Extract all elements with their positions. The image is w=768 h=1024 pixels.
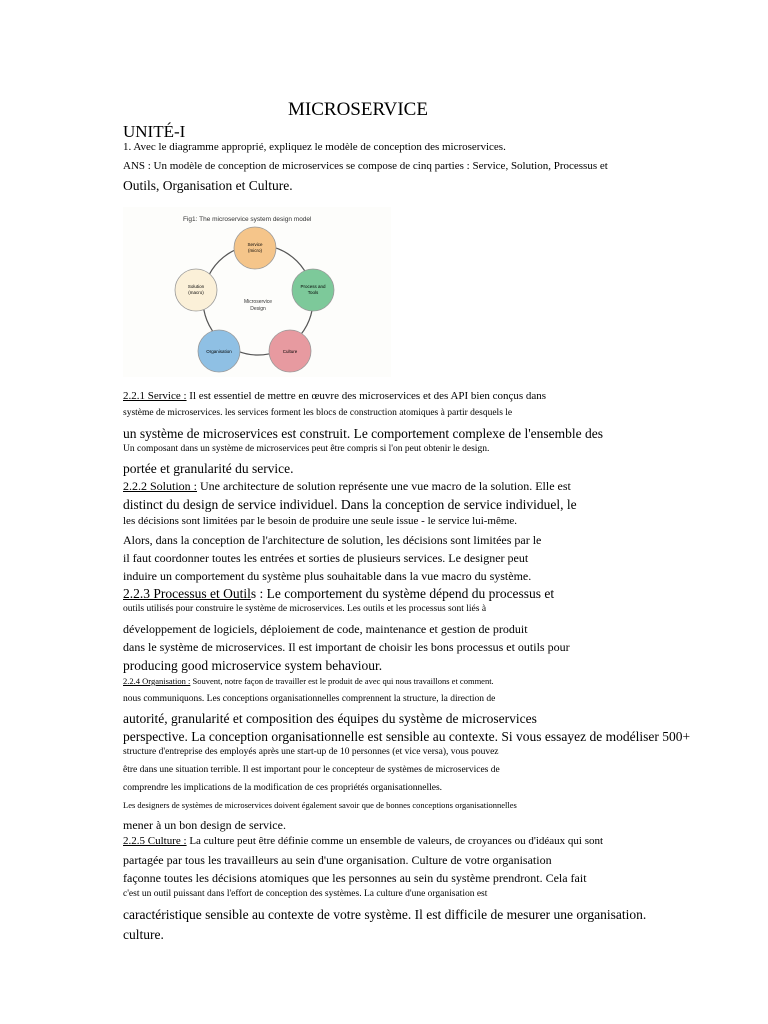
section-process-heading: 2.2.3 Processus et Outil (123, 586, 251, 601)
section-culture-heading: 2.2.5 Culture : (123, 835, 187, 847)
section-service-line (123, 391, 546, 402)
node-organisation (198, 330, 240, 372)
section-organisation-line: mener à un bon design de service. (123, 818, 286, 832)
section-culture-line (123, 836, 603, 847)
diagram-svg (123, 207, 391, 377)
section-organisation-line (123, 677, 494, 686)
node-process-label: Process and (300, 284, 326, 289)
section-service-line: un système de microservices est construit. Le comportement complexe de l'ensemble des (123, 426, 604, 441)
section-solution-heading: 2.2.2 Solution : (123, 479, 198, 493)
section-process-line (123, 587, 554, 601)
section-text: La culture peut être définie comme un ensemble de valeurs, de croyances ou d'idéaux qui sont (186, 835, 604, 847)
figure-caption: Fig1: The microservice system design model (183, 216, 312, 223)
section-service-line: système de microservices. les services forment les blocs de construction atomiques à partir desquels le (123, 408, 513, 418)
unit-heading: UNITÉ-I (123, 122, 186, 141)
node-culture-label: Culture (282, 349, 298, 354)
section-culture-line: c'est un outil puissant dans l'effort de conception des systèmes. La culture d'une organisation est (123, 889, 488, 899)
section-organisation-line: autorité, granularité et composition des équipes du système de microservices (123, 711, 537, 726)
section-service-line: portée et granularité du service. (123, 461, 294, 476)
section-culture-line: caractéristique sensible au contexte de votre système. Il est difficile de mesurer une organisation. (123, 907, 647, 922)
node-process (292, 269, 334, 311)
section-solution-line: distinct du design de service individuel. Dans la conception de service individuel, le (123, 497, 577, 512)
section-organisation-line: structure d'entreprise des employés après une start-up de 10 personnes (et vice versa), vous pouvez (123, 747, 499, 757)
node-solution-sublabel: (macro) (188, 290, 204, 295)
node-culture (269, 330, 311, 372)
document-title: MICROSERVICE (288, 99, 428, 120)
node-service (234, 227, 276, 269)
section-solution-line: les décisions sont limitées par le besoin de produire une seule issue - le service lui-même. (123, 515, 518, 527)
section-process-line: outils utilisés pour construire le système de microservices. Les outils et les processus sont liés à (123, 604, 487, 614)
section-process-line: producing good microservice system behaviour. (123, 658, 383, 673)
section-organisation-line: nous communiquons. Les conceptions organisationnelles comprennent la structure, la direction de (123, 694, 496, 704)
node-process-sublabel: Tools (307, 290, 319, 295)
section-culture-line: culture. (123, 927, 164, 942)
node-service-sublabel: (micro) (248, 248, 262, 253)
section-solution-line: Alors, dans la conception de l'architecture de solution, les décisions sont limitées par le (123, 533, 542, 547)
node-service-label: Service (247, 242, 263, 247)
microservice-design-diagram (123, 207, 391, 377)
section-organisation-line: perspective. La conception organisationnelle est sensible au contexte. Si vous essayez de modéliser 500+ (123, 729, 691, 744)
section-service-line: Un composant dans un système de microservices peut être compris si l'on peut obtenir le design. (123, 444, 490, 454)
node-solution-label: Solution (187, 284, 205, 289)
center-label-2: Design (250, 306, 266, 312)
section-text: s : Le comportement du système dépend du processus et (250, 586, 555, 601)
section-culture-line: partagée par tous les travailleurs au sein d'une organisation. Culture de votre organisation (123, 853, 552, 867)
section-service-heading: 2.2.1 Service : (123, 390, 187, 402)
section-text: Une architecture de solution représente une vue macro de la solution. Elle est (197, 479, 571, 493)
section-organisation-heading: 2.2.4 Organisation : (123, 676, 191, 686)
node-solution (175, 269, 217, 311)
section-text: Il est essentiel de mettre en œuvre des microservices et des API bien conçus dans (186, 390, 547, 402)
answer-line: ANS : Un modèle de conception de microservices se compose de cinq parties : Service, Solution, Processus et (123, 160, 608, 172)
section-text: Souvent, notre façon de travailler est le produit de avec qui nous travaillons et comment. (190, 676, 494, 686)
section-process-line: développement de logiciels, déploiement de code, maintenance et gestion de produit (123, 622, 528, 636)
section-process-line: dans le système de microservices. Il est important de choisir les bons processus et outils pour (123, 640, 570, 654)
section-solution-line: il faut coordonner toutes les entrées et sorties de plusieurs services. Le designer peut (123, 551, 529, 565)
center-label-1: Microservice (243, 299, 273, 305)
section-organisation-line: être dans une situation terrible. Il est important pour le concepteur de systèmes de microservices de (123, 765, 500, 775)
section-organisation-line: Les designers de systèmes de microservices doivent également savoir que de bonnes conceptions organisationnelles (123, 800, 517, 810)
section-culture-line: façonne toutes les décisions atomiques que les personnes au sein du système prendront. Cela fait (123, 871, 587, 885)
question-text: 1. Avec le diagramme approprié, expliquez le modèle de conception des microservices. (123, 141, 506, 153)
answer-line: Outils, Organisation et Culture. (123, 178, 293, 193)
node-organisation-label: Organisation (206, 349, 232, 354)
section-solution-line (123, 480, 571, 492)
section-solution-line: induire un comportement du système plus souhaitable dans la vue macro du système. (123, 569, 532, 583)
section-organisation-line: comprendre les implications de la modification de ces propriétés organisationnelles. (123, 783, 443, 793)
